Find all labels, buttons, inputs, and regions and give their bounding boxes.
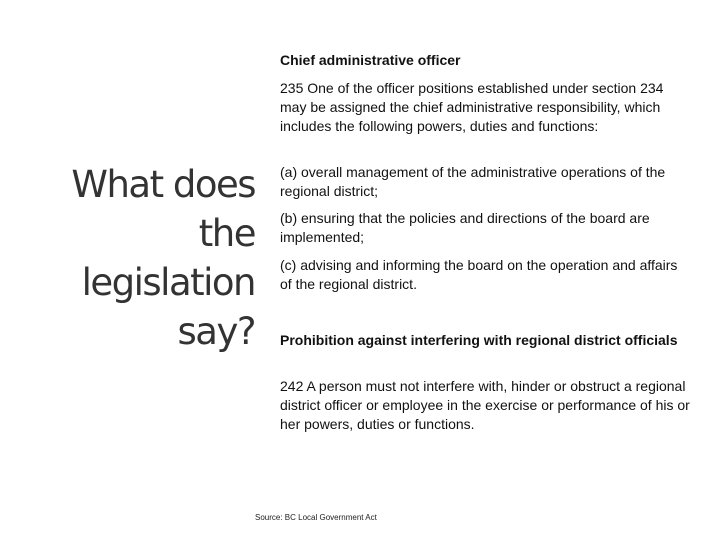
page-title xyxy=(40,160,255,356)
title-line-4: say? xyxy=(177,310,255,353)
section-235-item-c: (c) advising and informing the board on the operation and affairs of the regional district. xyxy=(280,257,678,292)
title-line-1: What does xyxy=(71,163,255,206)
source-note: Source: BC Local Government Act xyxy=(255,513,377,522)
section-235-heading: Chief administrative officer xyxy=(280,52,461,68)
title-line-2: the xyxy=(198,212,255,255)
section-235-item-b: (b) ensuring that the policies and directions of the board are implemented; xyxy=(280,210,650,245)
section-235-intro: 235 One of the officer positions established under section 234 may be assigned the chief administrative responsibility, which includes the following powers, duties and functions: xyxy=(280,80,664,134)
section-242-heading: Prohibition against interfering with regional district officials xyxy=(280,332,678,348)
section-242-body: 242 A person must not interfere with, hinder or obstruct a regional district officer or employee in the exercise or performance of his or her powers, duties or functions. xyxy=(280,378,690,432)
title-line-3: legislation xyxy=(81,261,255,304)
section-235-item-a: (a) overall management of the administrative operations of the regional district; xyxy=(280,164,666,199)
